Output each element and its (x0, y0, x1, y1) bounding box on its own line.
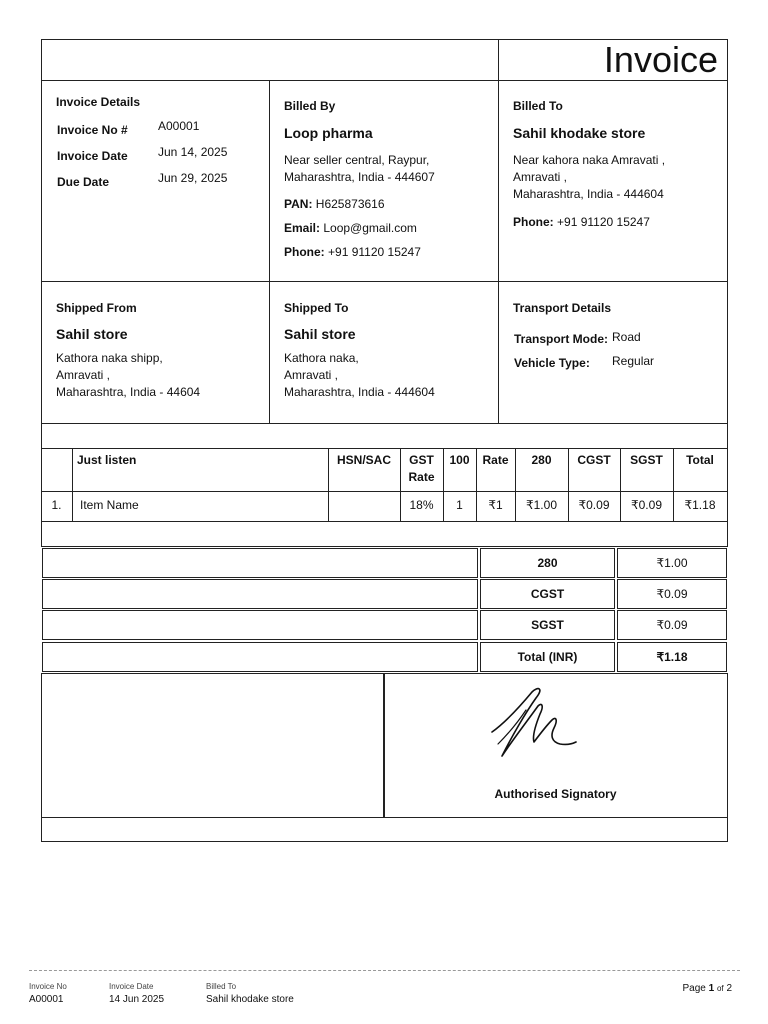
row-index: 1. (51, 498, 62, 512)
totals-cgst-label: CGST (480, 579, 615, 609)
shipped-to-address-line: Kathora naka, (284, 351, 359, 365)
col-divider (498, 80, 499, 423)
vehicle-type-value: Regular (612, 354, 655, 368)
bottom-border (41, 841, 728, 842)
totals-amount-label: 280 (480, 548, 615, 578)
col-header-item: Just listen (77, 453, 137, 467)
phone-value: +91 91120 15247 (557, 215, 650, 229)
authorised-signatory-label: Authorised Signatory (494, 787, 617, 801)
transport-mode-label: Transport Mode: (514, 332, 609, 346)
totals-sgst-label: SGST (480, 610, 615, 640)
due-date-value: Jun 29, 2025 (158, 171, 228, 185)
shipped-to-address-line: Maharashtra, India - 444604 (284, 385, 435, 399)
billed-to-heading: Billed To (513, 99, 563, 113)
row-amount: ₹1.00 (526, 498, 557, 512)
shipped-from-name: Sahil store (56, 326, 128, 342)
col-header-gst-rate: GST Rate (408, 453, 435, 484)
footer-invoice-date: 14 Jun 2025 (109, 994, 165, 1005)
billed-by-address-line: Near seller central, Raypur, (284, 153, 430, 167)
page-prefix: Page (682, 983, 706, 994)
billed-to-address-line: Near kahora naka Amravati , (513, 153, 666, 167)
billed-by-address-line: Maharashtra, India - 444607 (284, 170, 435, 184)
col-header-amount: 280 (531, 453, 552, 467)
invoice-title: Invoice (603, 39, 718, 80)
totals-sgst-value: ₹0.09 (617, 610, 727, 640)
row-rate: ₹1 (488, 498, 503, 512)
due-date-label: Due Date (57, 175, 110, 189)
header-col-divider (498, 39, 499, 80)
invoice-no-label: Invoice No # (57, 123, 128, 137)
footer-invoice-no-label: Invoice No (29, 982, 67, 991)
row-qty: 1 (456, 498, 463, 512)
email-value: Loop@gmail.com (323, 221, 417, 235)
shipped-from-address-line: Amravati , (56, 368, 111, 382)
footer-divider (29, 970, 740, 971)
phone-label: Phone: (513, 215, 554, 229)
totals-amount-value: ₹1.00 (617, 548, 727, 578)
col-header-rate: Rate (482, 453, 509, 467)
frame-left-border (41, 673, 42, 842)
phone-value: +91 91120 15247 (328, 245, 421, 259)
email-label: Email: (284, 221, 321, 235)
col-header-hsn: HSN/SAC (336, 453, 391, 467)
table-top-border (41, 448, 728, 449)
billed-by-email (284, 221, 417, 235)
transport-mode-value: Road (612, 330, 641, 344)
footer-billed-to: Sahil khodake store (206, 994, 294, 1005)
footer-invoice-no: A00001 (29, 994, 64, 1005)
invoice-date-value: Jun 14, 2025 (158, 145, 228, 159)
col-header-total: Total (686, 453, 714, 467)
billed-to-phone (513, 215, 650, 229)
section-divider (41, 281, 728, 282)
frame-right-border (727, 39, 728, 547)
col-header-sgst: SGST (630, 453, 663, 467)
shipped-from-address-line: Maharashtra, India - 44604 (56, 385, 201, 399)
header-divider (41, 80, 728, 81)
invoice-date-label: Invoice Date (57, 149, 128, 163)
page-total: 2 (726, 983, 732, 994)
grand-total-label: Total (INR) (480, 642, 615, 672)
vehicle-type-label: Vehicle Type: (514, 356, 590, 370)
row-total: ₹1.18 (684, 498, 716, 512)
pan-value: H625873616 (315, 197, 385, 211)
row-gst-rate: 18% (409, 498, 434, 512)
phone-label: Phone: (284, 245, 325, 259)
row-sgst: ₹0.09 (631, 498, 662, 512)
billed-by-heading: Billed By (284, 99, 336, 113)
totals-spacer (42, 579, 478, 609)
frame-right-border (727, 673, 728, 842)
shipped-to-address-line: Amravati , (284, 368, 339, 382)
page-indicator (683, 983, 733, 994)
billed-to-address-line: Amravati , (513, 170, 568, 184)
shipped-to-heading: Shipped To (284, 301, 349, 315)
footer-billed-to-label: Billed To (206, 982, 237, 991)
billed-by-pan (284, 197, 385, 211)
totals-spacer (42, 610, 478, 640)
invoice-details-heading: Invoice Details (56, 95, 141, 109)
page-of: of (716, 984, 724, 993)
grand-total-value: ₹1.18 (617, 642, 727, 672)
shipped-to-name: Sahil store (284, 326, 356, 342)
pan-label: PAN: (284, 197, 313, 211)
totals-cgst-value: ₹0.09 (617, 579, 727, 609)
billed-by-name: Loop pharma (284, 125, 373, 141)
row-cgst: ₹0.09 (578, 498, 610, 512)
table-col-line (72, 448, 73, 521)
totals-spacer (42, 642, 478, 672)
col-header-qty: 100 (449, 453, 470, 467)
col-divider (269, 80, 270, 423)
table-row-bottom (41, 521, 728, 522)
page-current: 1 (708, 983, 715, 994)
footer-invoice-date-label: Invoice Date (109, 982, 154, 991)
col-header-cgst: CGST (577, 453, 611, 467)
signature-image (488, 684, 580, 760)
shipped-from-heading: Shipped From (56, 301, 137, 315)
table-bottom-border (41, 546, 728, 547)
shipped-from-address-line: Kathora naka shipp, (56, 351, 163, 365)
invoice-no-value: A00001 (158, 119, 200, 133)
signature-bottom-border (41, 817, 728, 818)
billed-to-address-line: Maharashtra, India - 444604 (513, 187, 664, 201)
billed-to-name: Sahil khodake store (513, 125, 646, 141)
transport-heading: Transport Details (513, 301, 612, 315)
frame-left-border (41, 39, 42, 547)
section-divider (41, 423, 728, 424)
totals-spacer (42, 548, 478, 578)
row-item-name: Item Name (80, 498, 139, 512)
table-header-bottom (41, 491, 728, 492)
billed-by-phone (284, 245, 421, 259)
